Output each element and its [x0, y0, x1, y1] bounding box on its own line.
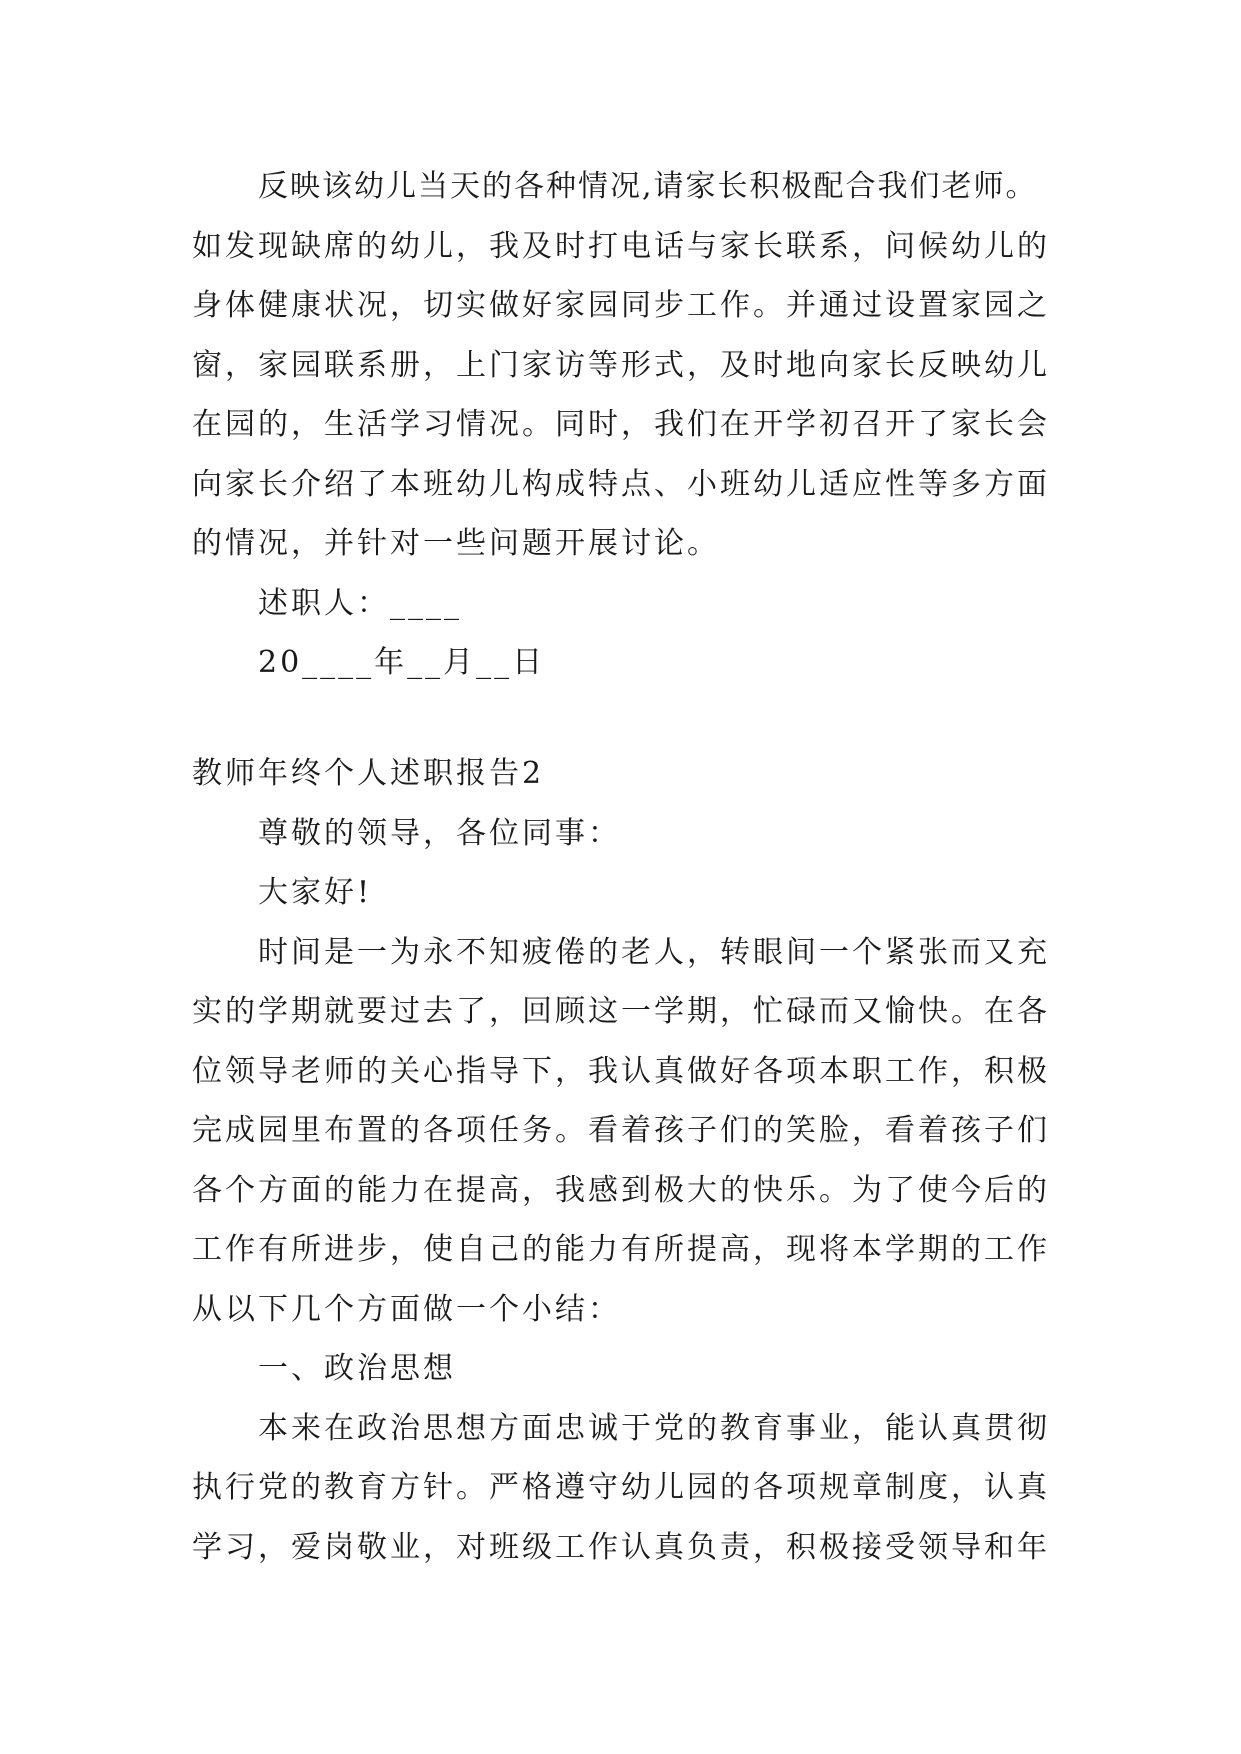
- text-line: 实的学期就要过去了，回顾这一学期，忙碌而又愉快。在各: [192, 994, 1050, 1029]
- section-title: 教师年终个人述职报告2: [192, 756, 545, 791]
- text-line: 反映该幼儿当天的各种情况,请家长积极配合我们老师。: [258, 169, 1038, 204]
- text-line: 从以下几个方面做一个小结：: [192, 1292, 621, 1327]
- text-line: 身体健康状况，切实做好家园同步工作。并通过设置家园之: [192, 288, 1050, 323]
- text-line: 学习，爱岗敬业，对班级工作认真负责，积极接受领导和年: [192, 1530, 1050, 1565]
- text-line: 完成园里布置的各项任务。看着孩子们的笑脸，看着孩子们: [192, 1113, 1050, 1148]
- date-line: 20____年__月__日: [258, 645, 546, 680]
- text-line: 向家长介绍了本班幼儿构成特点、小班幼儿适应性等多方面: [192, 467, 1050, 502]
- greeting: 大家好!: [258, 875, 373, 910]
- text-line: 如发现缺席的幼儿，我及时打电话与家长联系，问候幼儿的: [192, 229, 1050, 264]
- text-line: 的情况，并针对一些问题开展讨论。: [192, 526, 720, 561]
- text-line: 执行党的教育方针。严格遵守幼儿园的各项规章制度，认真: [192, 1470, 1050, 1505]
- text-line: 在园的，生活学习情况。同时，我们在开学初召开了家长会: [192, 407, 1050, 442]
- text-line: 各个方面的能力在提高，我感到极大的快乐。为了使今后的: [192, 1173, 1050, 1208]
- text-line: 位领导老师的关心指导下，我认真做好各项本职工作，积极: [192, 1054, 1050, 1089]
- text-line: 本来在政治思想方面忠诚于党的教育事业，能认真贯彻: [258, 1411, 1050, 1446]
- salutation: 尊敬的领导，各位同事：: [258, 816, 621, 851]
- text-line: 窗，家园联系册，上门家访等形式，及时地向家长反映幼儿: [192, 348, 1050, 383]
- text-line: 工作有所进步，使自己的能力有所提高，现将本学期的工作: [192, 1232, 1050, 1267]
- signature-line: 述职人：____: [258, 586, 462, 621]
- text-line: 时间是一为永不知疲倦的老人，转眼间一个紧张而又充: [258, 935, 1050, 970]
- subsection-heading: 一、政治思想: [258, 1351, 456, 1386]
